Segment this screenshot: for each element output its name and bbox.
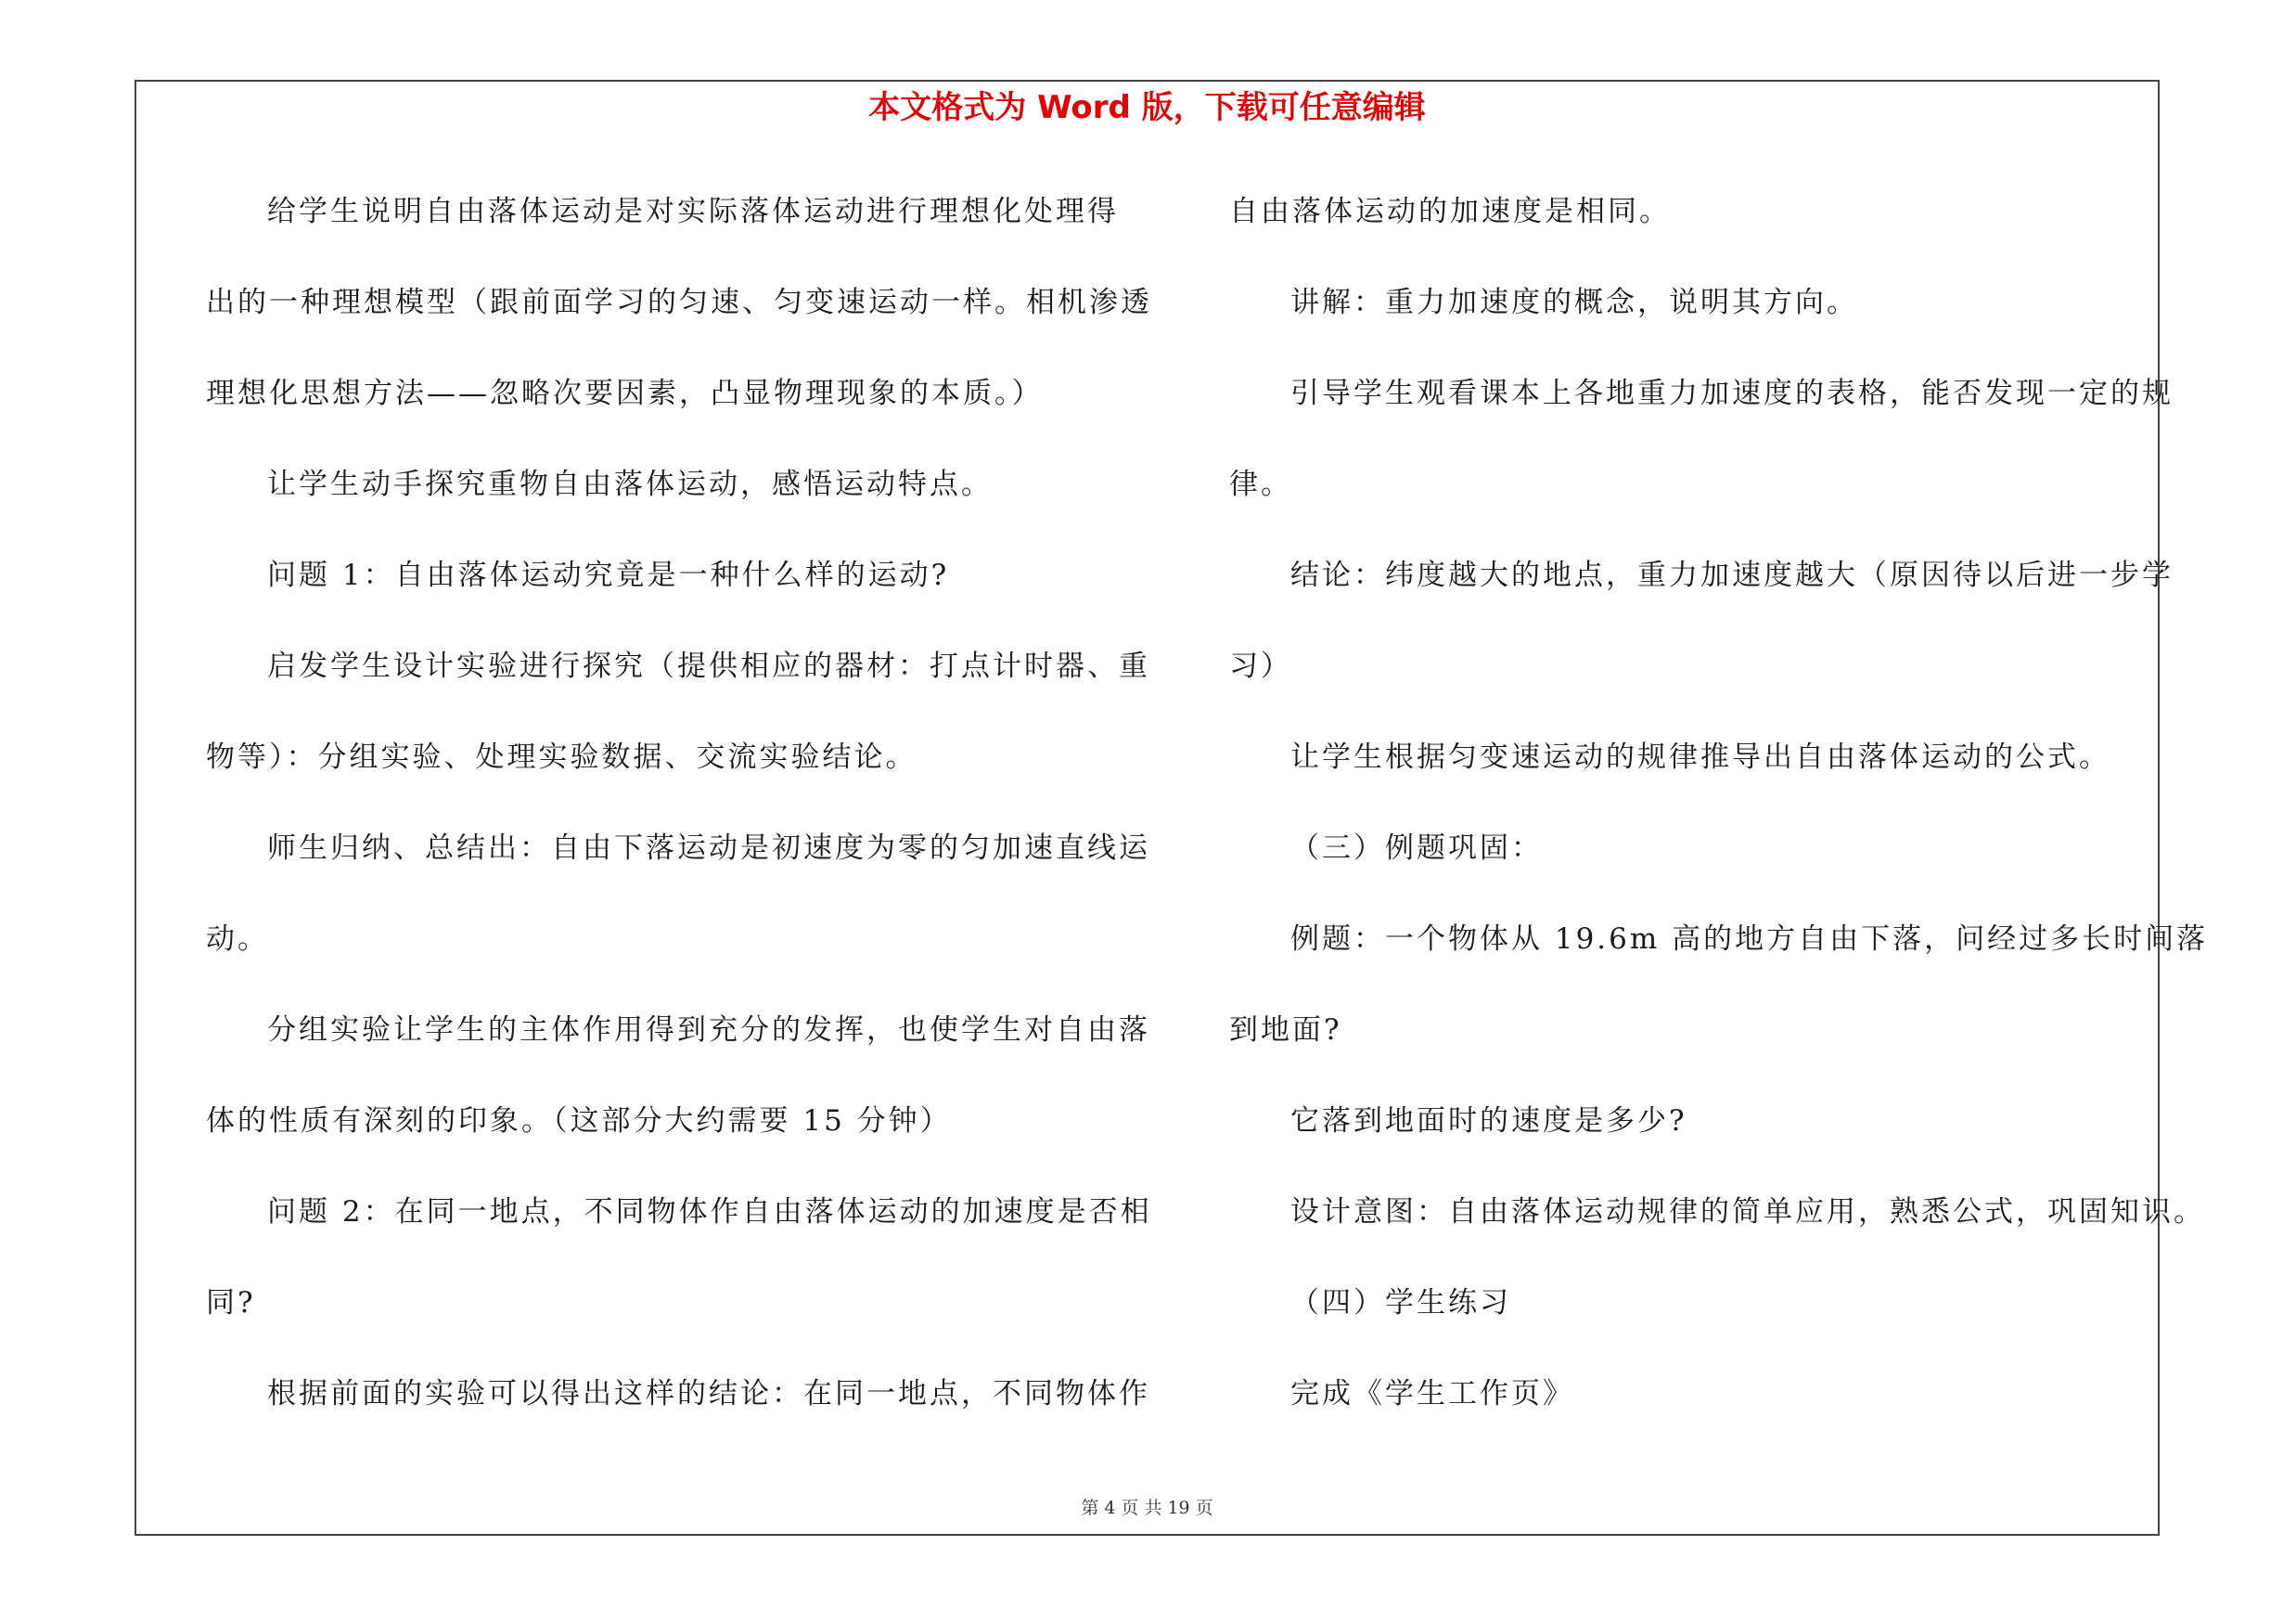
left-column xyxy=(206,183,1152,1456)
paragraph-line: 律。 xyxy=(1229,468,1292,501)
paragraph-line: 给学生说明自由落体运动是对实际落体运动进行理想化处理得 xyxy=(267,195,1119,228)
footer-suffix: 页 xyxy=(1195,1498,1213,1518)
paragraph-line: 它落到地面时的速度是多少? xyxy=(1290,1104,1687,1138)
paragraph-line: 设计意图：自由落体运动规律的简单应用，熟悉公式，巩固知识。 xyxy=(1290,1195,2205,1229)
paragraph-line: 分组实验让学生的主体作用得到充分的发挥，也使学生对自由落 xyxy=(267,1013,1150,1047)
paragraph-line: （四）学生练习 xyxy=(1290,1286,1511,1320)
paragraph-line: 到地面? xyxy=(1229,1013,1342,1047)
paragraph-line: 出的一种理想模型（跟前面学习的匀速、匀变速运动一样。相机渗透 xyxy=(206,286,1152,319)
paragraph-line: 让学生根据匀变速运动的规律推导出自由落体运动的公式。 xyxy=(1290,741,2110,774)
paragraph-line: 问题 1：自由落体运动究竟是一种什么样的运动? xyxy=(267,559,950,592)
paragraph-line: 自由落体运动的加速度是相同。 xyxy=(1229,195,1671,228)
paragraph-line: 完成《学生工作页》 xyxy=(1290,1377,1574,1410)
paragraph-line: 根据前面的实验可以得出这样的结论：在同一地点，不同物体作 xyxy=(267,1377,1150,1410)
paragraph-line: 讲解：重力加速度的概念，说明其方向。 xyxy=(1290,286,1858,319)
paragraph-line: 师生归纳、总结出：自由下落运动是初速度为零的匀加速直线运 xyxy=(267,831,1150,865)
paragraph-line: 动。 xyxy=(206,922,269,956)
paragraph-line: 物等）：分组实验、处理实验数据、交流实验结论。 xyxy=(206,741,917,774)
page-number-footer xyxy=(135,1496,2160,1520)
footer-prefix: 第 xyxy=(1081,1498,1099,1518)
total-page-count: 19 xyxy=(1167,1498,1190,1518)
paragraph-line: 例题：一个物体从 19.6m 高的地方自由下落，问经过多长时间落 xyxy=(1290,922,2209,956)
paragraph-line: 体的性质有深刻的印象。（这部分大约需要 15 分钟） xyxy=(206,1104,952,1138)
current-page-number: 4 xyxy=(1104,1498,1116,1518)
paragraph-line: 问题 2：在同一地点，不同物体作自由落体运动的加速度是否相 xyxy=(267,1195,1152,1229)
page-header-notice: 本文格式为 Word 版，下载可任意编辑 xyxy=(868,89,1426,126)
footer-middle: 页 共 xyxy=(1121,1498,1162,1518)
paragraph-line: 引导学生观看课本上各地重力加速度的表格，能否发现一定的规 xyxy=(1290,377,2174,410)
paragraph-line: （三）例题巩固： xyxy=(1290,831,1543,865)
paragraph-line: 结论：纬度越大的地点，重力加速度越大（原因待以后进一步学 xyxy=(1290,559,2174,592)
paragraph-line: 启发学生设计实验进行探究（提供相应的器材：打点计时器、重 xyxy=(267,650,1150,683)
paragraph-line: 同? xyxy=(206,1286,256,1320)
paragraph-line: 习） xyxy=(1229,650,1292,683)
right-column xyxy=(1229,183,2209,1456)
paragraph-line: 让学生动手探究重物自由落体运动，感悟运动特点。 xyxy=(267,468,993,501)
paragraph-line: 理想化思想方法——忽略次要因素，凸显物理现象的本质。） xyxy=(206,377,1044,410)
